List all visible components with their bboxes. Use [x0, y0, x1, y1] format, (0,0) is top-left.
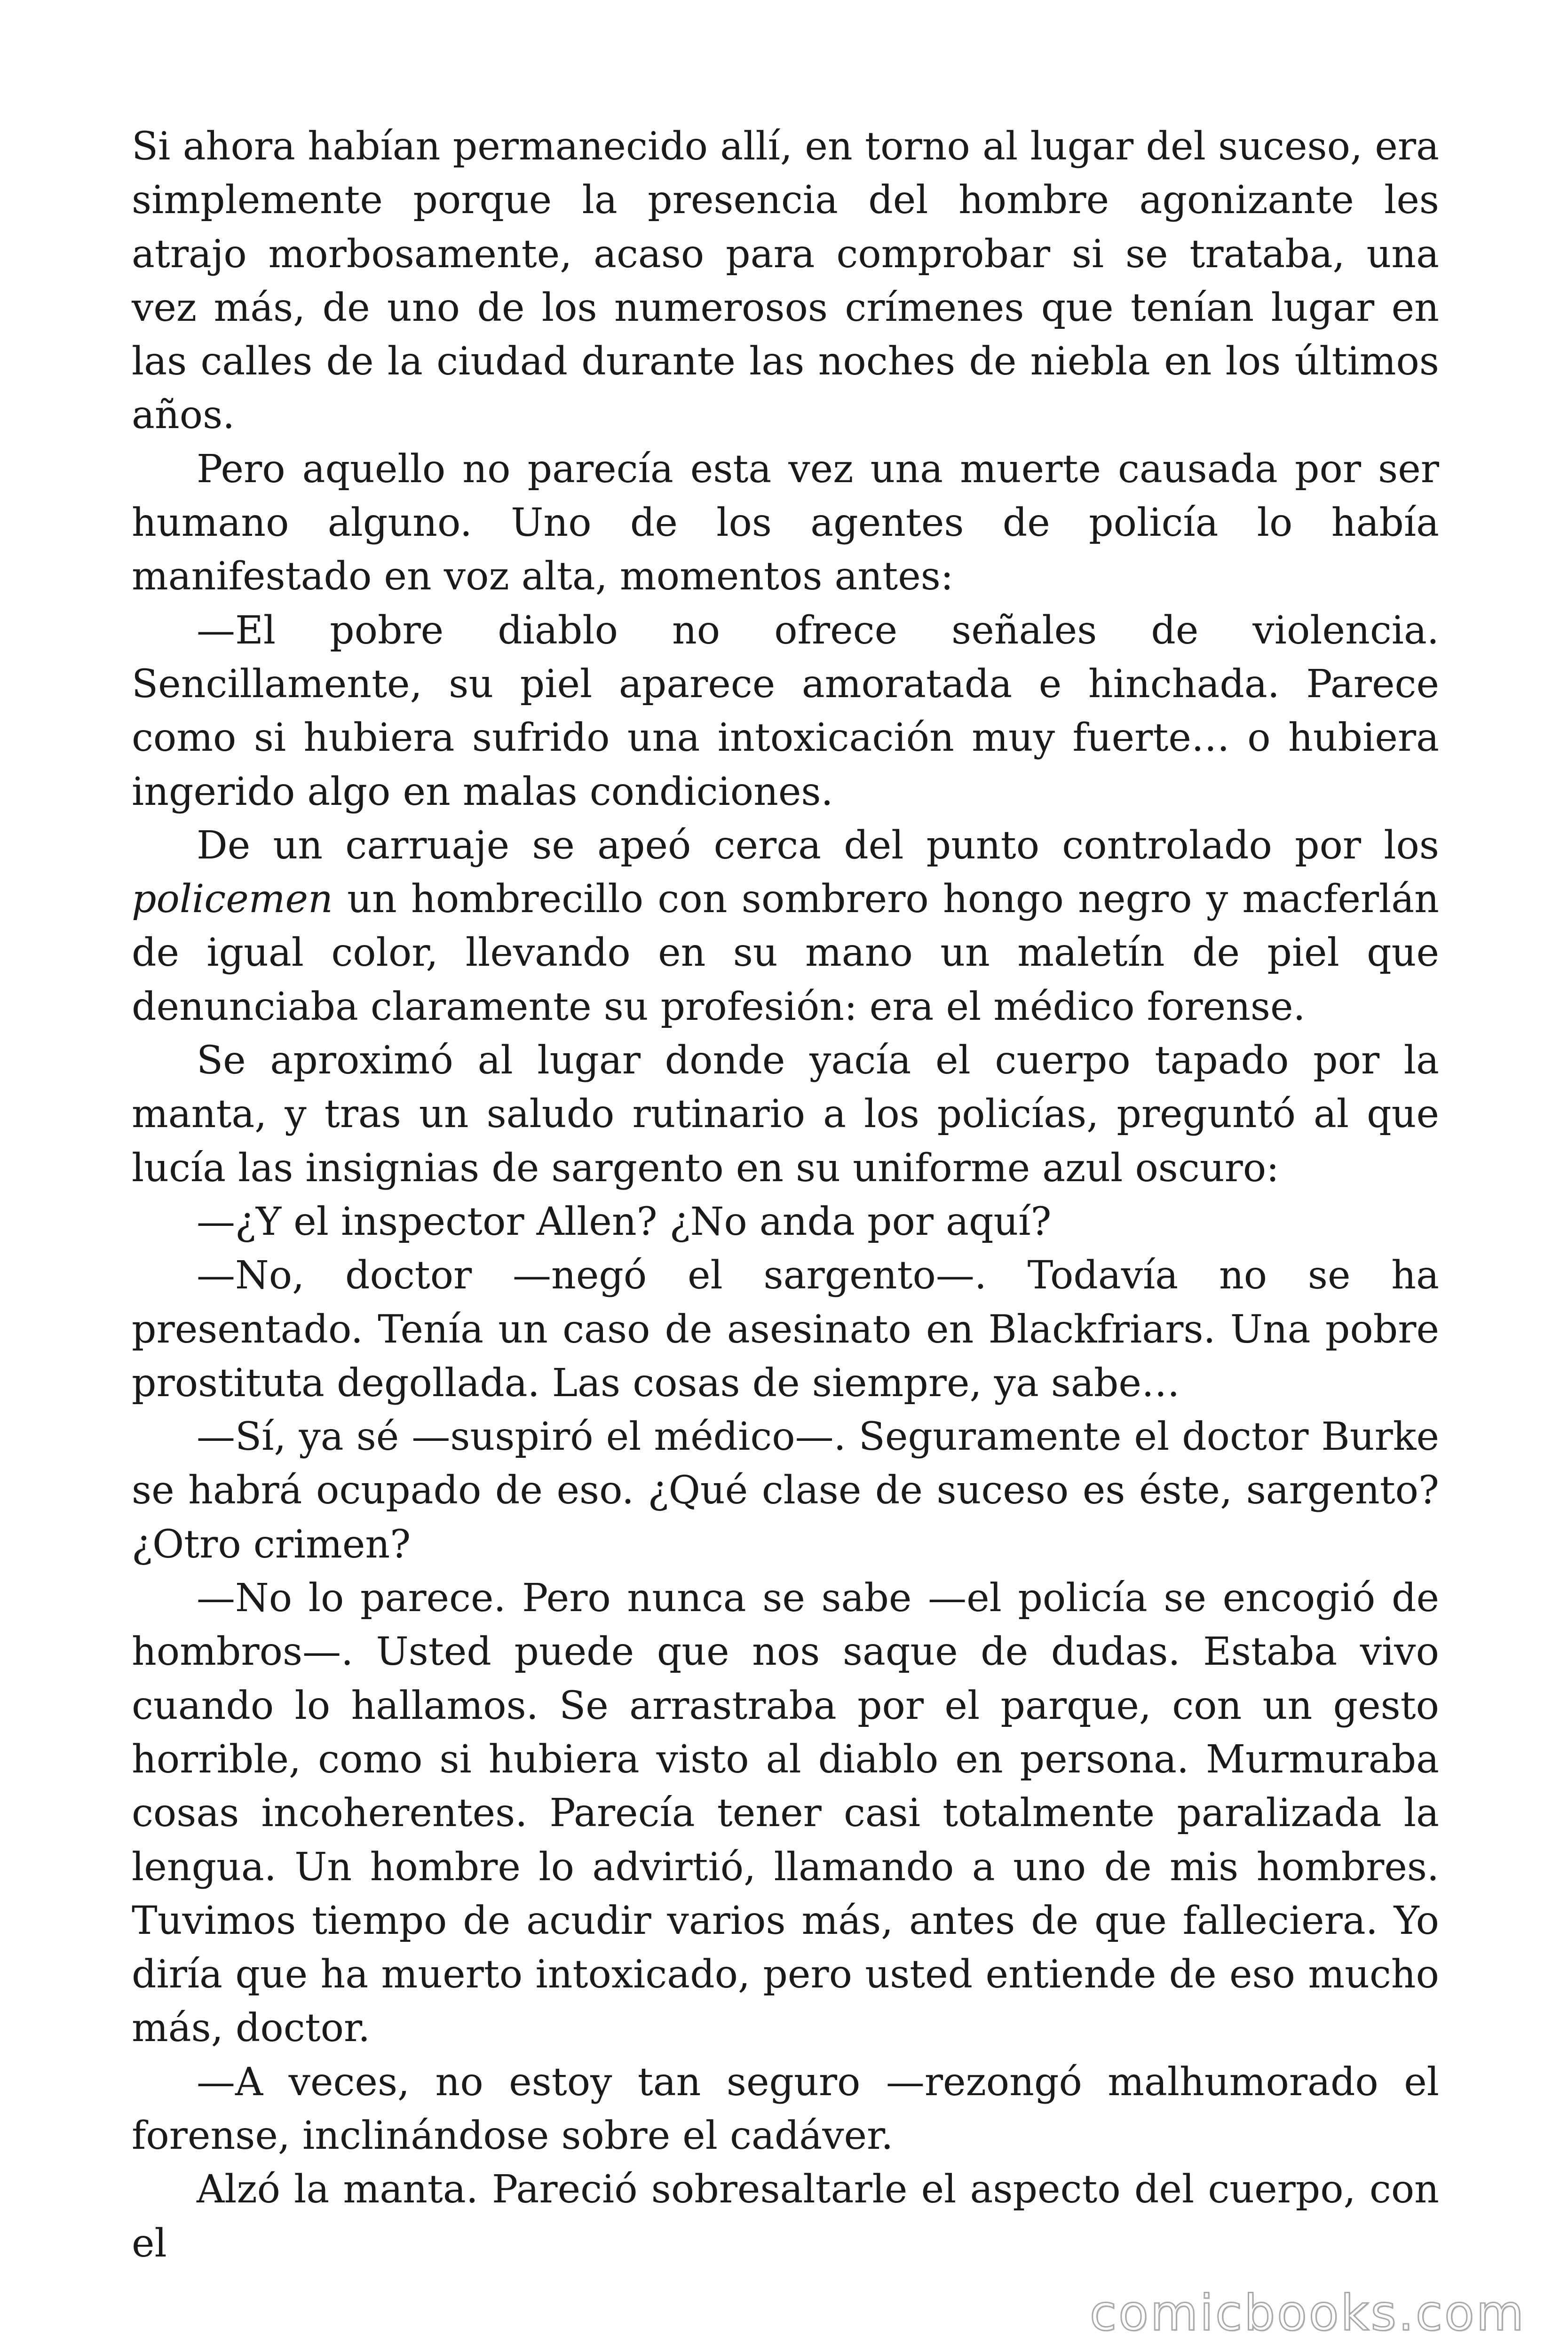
paragraph: Alzó la manta. Pareció sobresaltarle el aspecto del cuerpo, con el — [132, 2167, 1439, 2266]
paragraph: —No lo parece. Pero nunca se sabe —el policía se encogió de hombros—. Usted puede que nos saque de dudas. Estaba vivo cuando lo hallamos. Se arrastraba por el parque, con un gesto horrible, como si hubiera visto al diablo en persona. Murmuraba cosas incoherentes. Parecía tener casi totalmente paralizada la lengua. Un hombre lo advirtió, llamando a uno de mis hombres. Tuvimos tiempo de acudir varios más, antes de que falleciera. Yo diría que ha muerto intoxicado, pero usted entiende de eso mucho más, doctor. — [132, 1576, 1439, 2051]
paragraph: Si ahora habían permanecido allí, en torno al lugar del suceso, era simplemente porque la presencia del hombre agonizante les atrajo morbosamente, acaso para comprobar si se trataba, una vez más, de uno de los numerosos crímenes que tenían lugar en las calles de la ciudad durante las noches de niebla en los últimos años. — [132, 124, 1439, 438]
paragraph: —¿Y el inspector Allen? ¿No anda por aquí? — [197, 1199, 1052, 1244]
paragraph-text-after: un hombrecillo con sombrero hongo negro y macferlán de igual color, llevando en su mano un maletín de piel que denunciaba claramente su profesión: era el médico forense. — [132, 877, 1439, 1029]
paragraph-text-before: De un carruaje se apeó cerca del punto controlado por los — [197, 823, 1439, 868]
paragraph: —Sí, ya sé —suspiró el médico—. Seguramente el doctor Burke se habrá ocupado de eso. ¿Qué clase de suceso es éste, sargento? ¿Otro crimen? — [132, 1414, 1439, 1567]
paragraph: Se aproximó al lugar donde yacía el cuerpo tapado por la manta, y tras un saludo rutinario a los policías, preguntó al que lucía las insignias de sargento en su uniforme azul oscuro: — [132, 1038, 1439, 1191]
paragraph — [132, 819, 1439, 1034]
paragraph: —No, doctor —negó el sargento—. Todavía no se ha presentado. Tenía un caso de asesinato en Blackfriars. Una pobre prostituta degollada. Las cosas de siempre, ya sabe… — [132, 1253, 1439, 1406]
paragraph: —El pobre diablo no ofrece señales de violencia. Sencillamente, su piel aparece amoratada e hinchada. Parece como si hubiera sufrido una intoxicación muy fuerte… o hubiera ingerido algo en malas condiciones. — [132, 608, 1439, 814]
paragraph: Pero aquello no parecía esta vez una muerte causada por ser humano alguno. Uno de los agentes de policía lo había manifestado en voz alta, momentos antes: — [132, 446, 1439, 599]
italic-word: policemen — [132, 877, 333, 922]
watermark: comicbooks.com — [1089, 2284, 1526, 2342]
body-text — [132, 120, 1439, 2271]
paragraph: —A veces, no estoy tan seguro —rezongó malhumorado el forense, inclinándose sobre el cadáver. — [132, 2059, 1439, 2158]
